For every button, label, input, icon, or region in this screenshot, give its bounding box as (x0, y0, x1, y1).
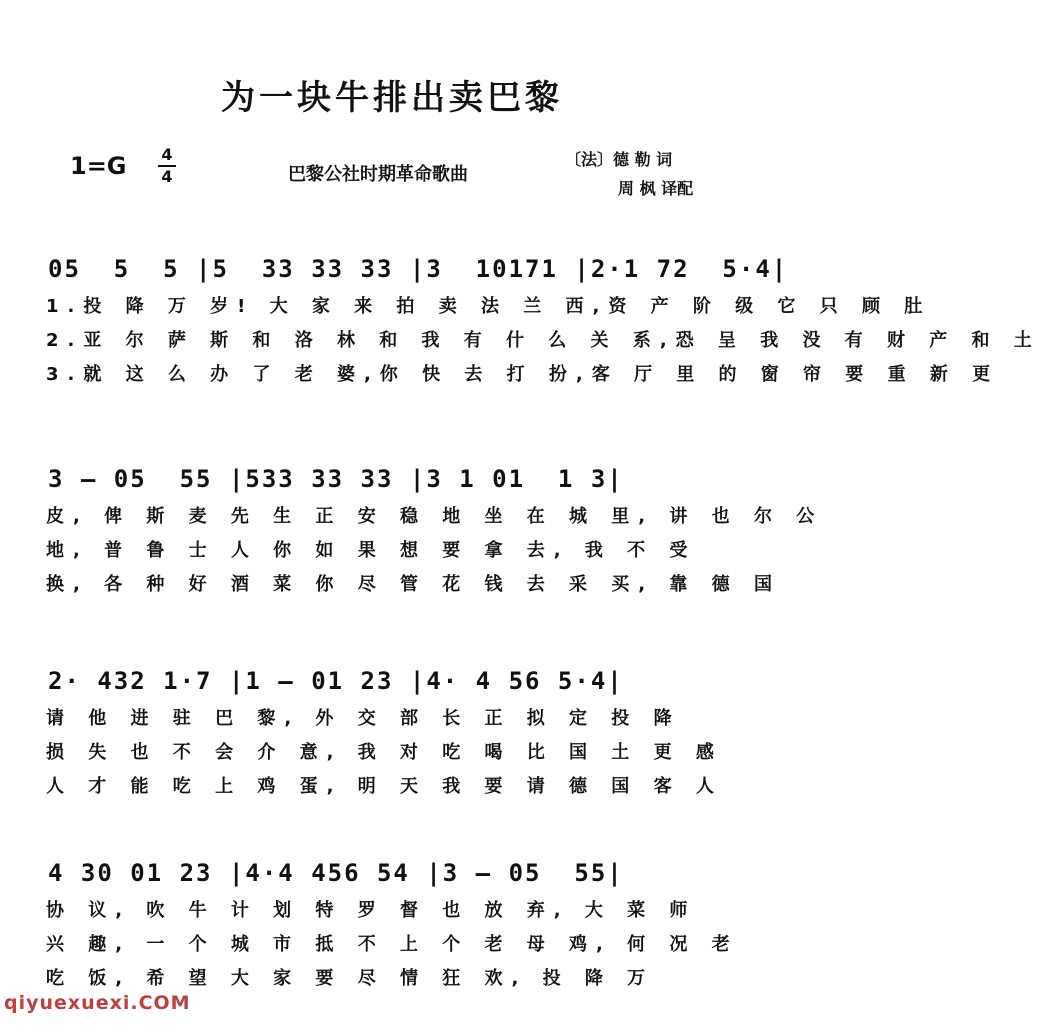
melody-notes: 2· 432 1·7 |1 — 01 23 |4· 4 56 5·4| (48, 667, 624, 695)
melody-line-1 (40, 248, 789, 290)
lyric-verse-1: 协 议, 吹 牛 计 划 特 罗 督 也 放 弃, 大 菜 师 (46, 900, 697, 921)
time-signature (158, 146, 176, 186)
score-system-3 (40, 660, 740, 804)
melody-line-3 (40, 660, 740, 702)
lyricist-credit: 〔法〕德 勒 词 (565, 150, 673, 169)
lyric-verse-3: 3.就 这 么 办 了 老 婆,你 快 去 打 扮,客 厅 里 的 窗 帘 要 重 新 更 (46, 364, 1000, 385)
lyric-verse-1: 请 他 进 驻 巴 黎, 外 交 部 长 正 拟 定 投 降 (46, 708, 681, 729)
lyric-verse-2: 损 失 也 不 会 介 意, 我 对 吃 喝 比 国 土 更 感 (46, 742, 723, 763)
lyric-verse-2: 地, 普 鲁 士 人 你 如 果 想 要 拿 去, 我 不 受 (46, 540, 697, 561)
lyric-verse-3: 吃 饭, 希 望 大 家 要 尽 情 狂 欢, 投 降 万 (46, 968, 655, 989)
score-system-2 (40, 458, 824, 602)
site-watermark: qiyuexuexi.COM (4, 992, 191, 1014)
lyric-verse-3: 换, 各 种 好 酒 菜 你 尽 管 花 钱 去 采 买, 靠 德 国 (46, 574, 781, 595)
lyric-verse-2: 2.亚 尔 萨 斯 和 洛 林 和 我 有 什 么 关 系,恐 呈 我 没 有 财 产 和 土 (46, 330, 1041, 351)
lyric-verse-1: 1.投 降 万 岁! 大 家 来 拍 卖 法 兰 西,资 产 阶 级 它 只 顾 肚 (46, 296, 932, 317)
key-signature: 1=G (70, 152, 127, 180)
melody-notes: 05 5 5 |5 33 33 33 |3 10171 |2·1 72 5·4| (48, 255, 789, 283)
song-subtitle: 巴黎公社时期革命歌曲 (288, 164, 468, 185)
time-signature-bottom: 4 (161, 167, 173, 186)
score-system-1 (40, 248, 1041, 392)
page-title: 为一块牛排出卖巴黎 (221, 78, 563, 118)
time-signature-top: 4 (161, 145, 173, 164)
lyric-verse-1: 皮, 俾 斯 麦 先 生 正 安 稳 地 坐 在 城 里, 讲 也 尔 公 (46, 506, 824, 527)
melody-line-4 (40, 852, 740, 894)
melody-notes: 3 — 05 55 |533 33 33 |3 1 01 1 3| (48, 465, 624, 493)
melody-notes: 4 30 01 23 |4·4 456 54 |3 — 05 55| (48, 859, 624, 887)
score-system-4 (40, 852, 740, 996)
lyric-verse-3: 人 才 能 吃 上 鸡 蛋, 明 天 我 要 请 德 国 客 人 (46, 776, 723, 797)
translator-credit: 周 枫 译配 (618, 179, 694, 198)
melody-line-2 (40, 458, 740, 500)
lyric-verse-2: 兴 趣, 一 个 城 市 抵 不 上 个 老 母 鸡, 何 况 老 (46, 934, 739, 955)
